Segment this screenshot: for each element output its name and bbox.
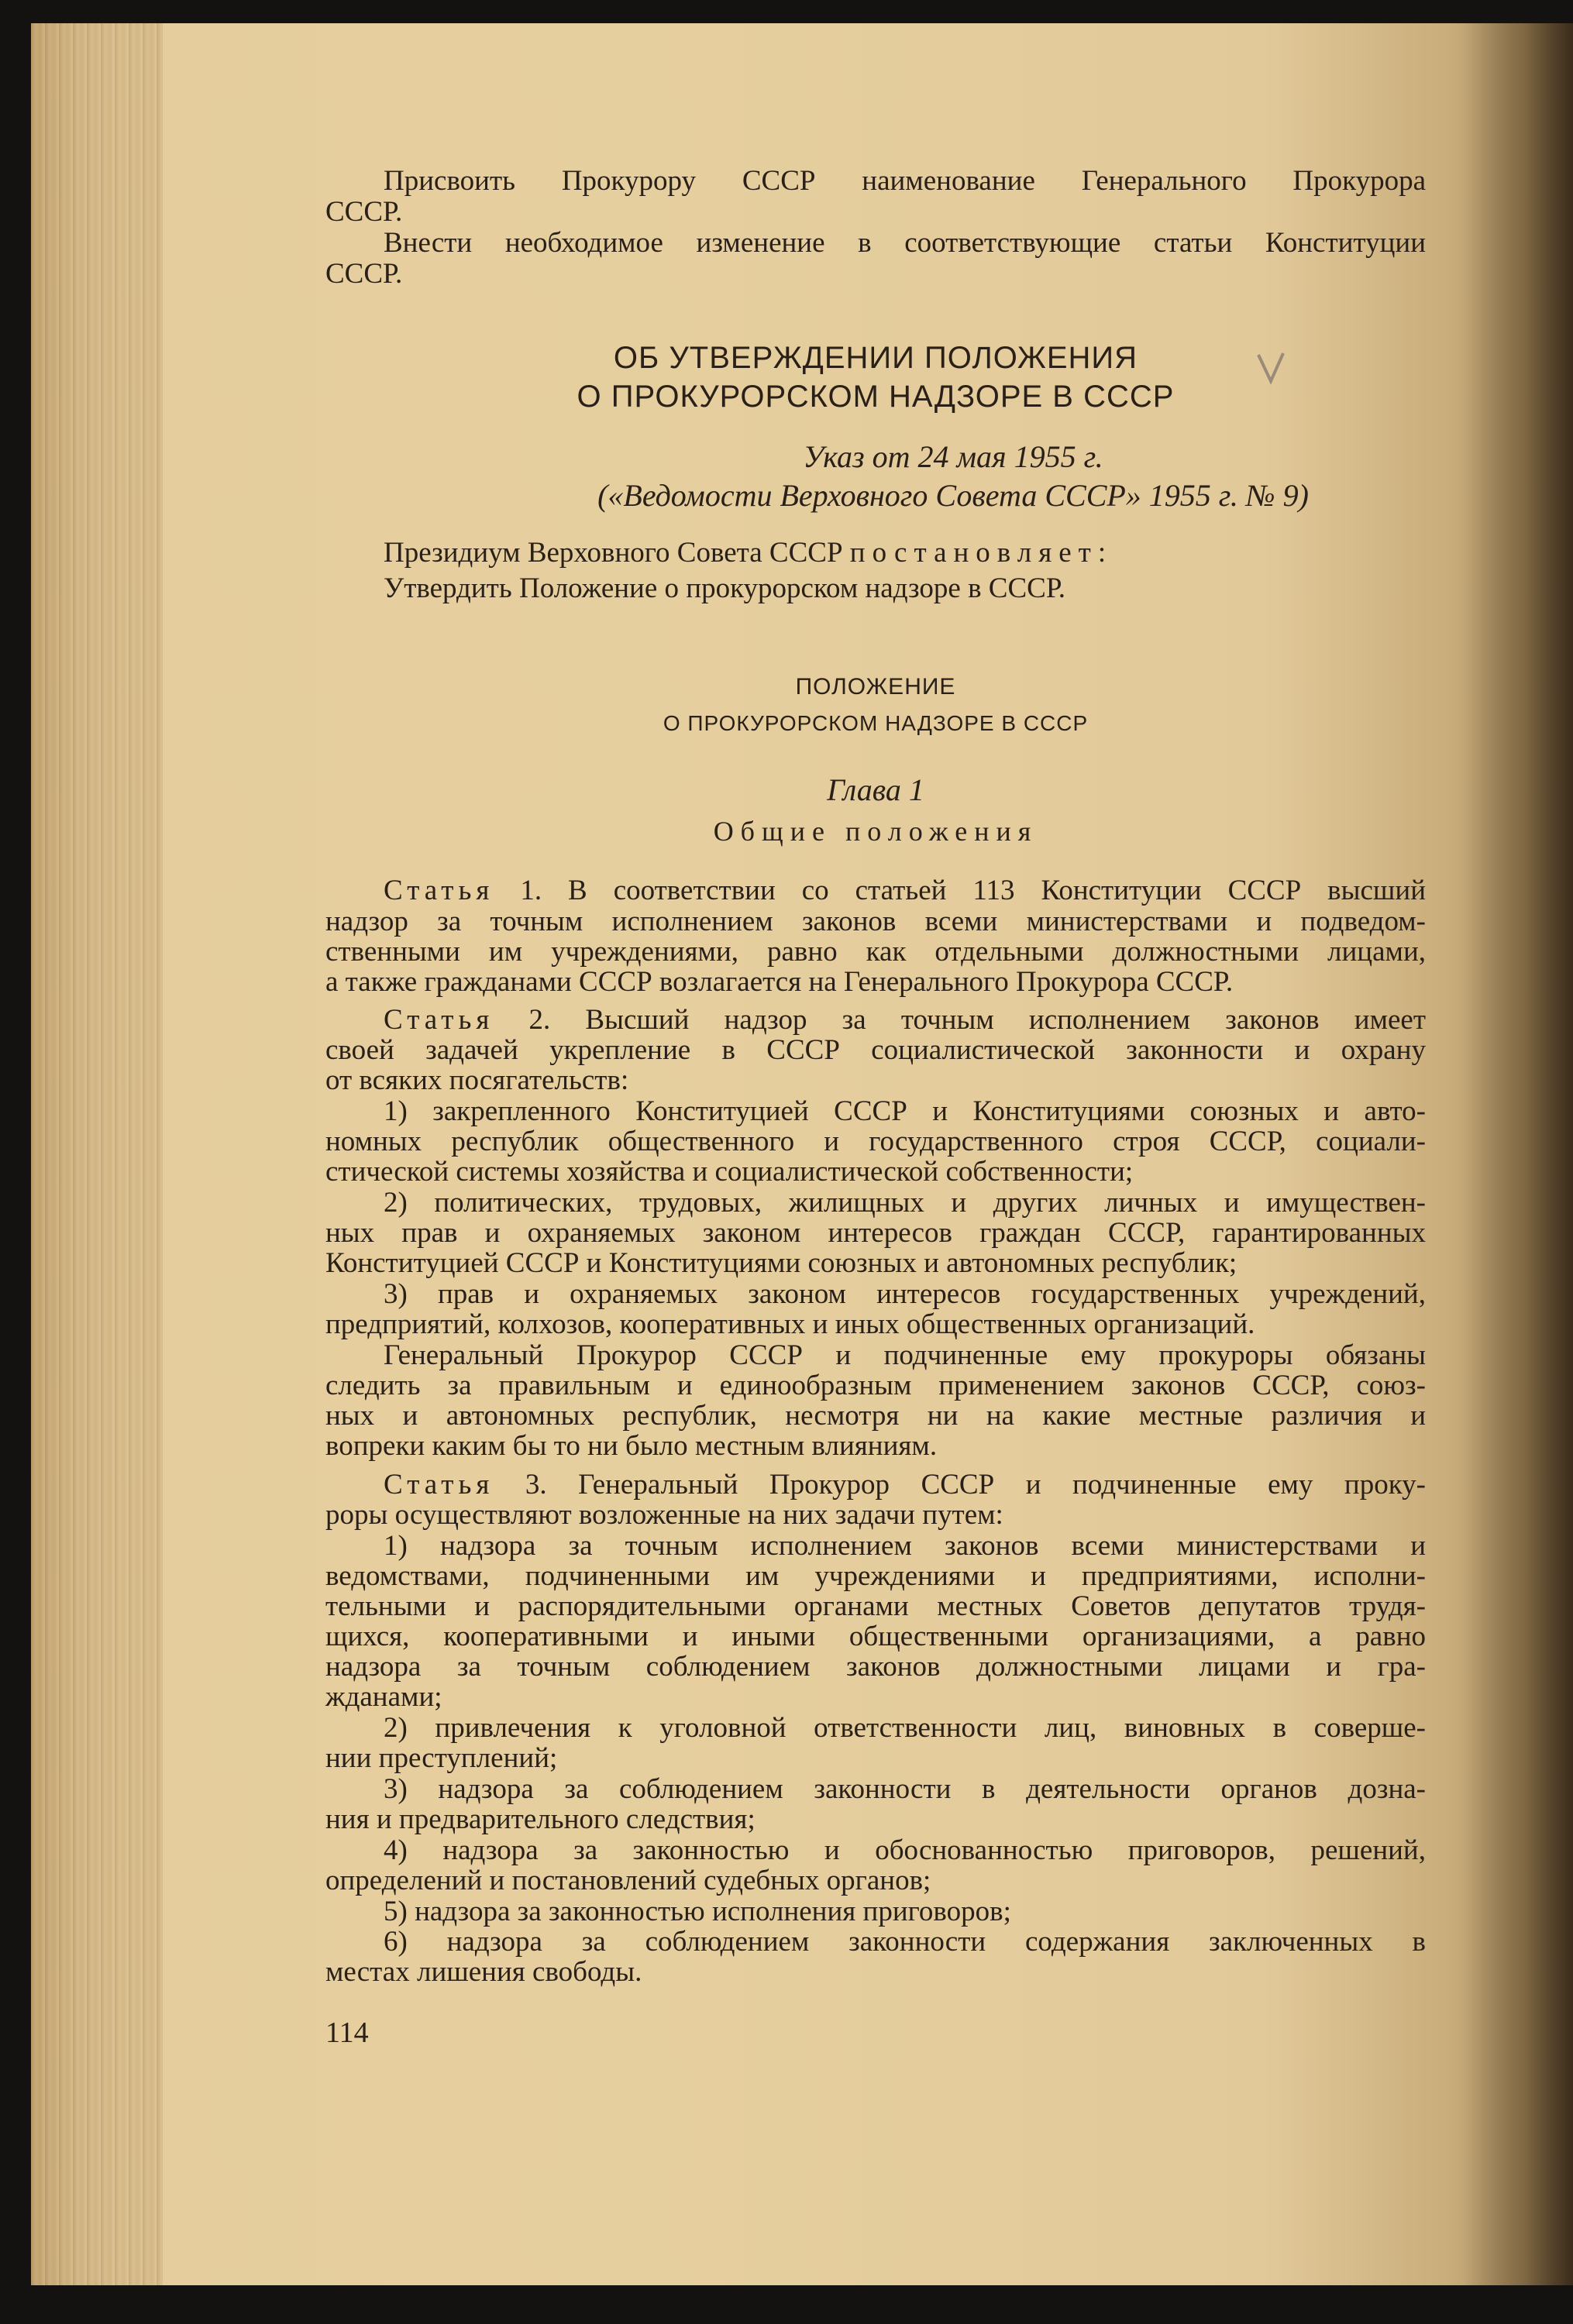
- intro-line: СССР.: [325, 258, 403, 290]
- body-line: 2) привлечения к уголовной ответственности лиц, виновных в соверше-: [384, 1712, 1426, 1744]
- body-line: номных республик общественного и государственного строя СССР, социали-: [325, 1126, 1426, 1157]
- article-word: Статья: [384, 1004, 494, 1036]
- body-line: надзора за точным соблюдением законов должностными лицами и гра-: [325, 1651, 1426, 1683]
- decree-title: ОБ УТВЕРЖДЕНИИ ПОЛОЖЕНИЯ: [613, 341, 1138, 375]
- body-line: ственными им учреждениями, равно как отдельными должностными лицами,: [325, 936, 1426, 968]
- body-line: 6) надзора за соблюдением законности содержания заключенных в: [384, 1926, 1426, 1958]
- body-line: стической системы хозяйства и социалистической собственности;: [325, 1156, 1134, 1188]
- preamble-verb: постановляет:: [849, 537, 1113, 569]
- regulation-title: ПОЛОЖЕНИЕ: [795, 674, 956, 700]
- body-line: ведомствами, подчиненными им учреждениями и предприятиями, исполни-: [325, 1560, 1426, 1592]
- decree-date: Указ от 24 мая 1955 г.: [803, 439, 1103, 474]
- body-line: нии преступлений;: [325, 1742, 558, 1774]
- body-line: следить за правильным и единообразным применением законов СССР, союз-: [325, 1370, 1426, 1401]
- body-line: определений и постановлений судебных органов;: [325, 1865, 931, 1896]
- body-line: 3) прав и охраняемых законом интересов государственных учреждений,: [384, 1278, 1426, 1310]
- chapter-title: Общие положения: [713, 816, 1038, 847]
- body-line: предприятий, колхозов, кооперативных и иных общественных организаций.: [325, 1308, 1255, 1340]
- body-line: Генеральный Прокурор СССР и подчиненные ему прокуроры обязаны: [384, 1339, 1426, 1371]
- article-heading-line: [384, 1005, 1426, 1036]
- body-line: 2) политических, трудовых, жилищных и других личных и имуществен-: [384, 1187, 1426, 1219]
- body-line: вопреки каким бы то ни было местным влияниям.: [325, 1430, 938, 1462]
- body-line: Конституцией СССР и Конституциями союзных и автономных республик;: [325, 1247, 1237, 1279]
- article-heading-line: [384, 1470, 1426, 1501]
- intro-line: Внести необходимое изменение в соответствующие статьи Конституции: [384, 227, 1426, 259]
- approve-text: Утвердить Положение о прокурорском надзоре в СССР.: [384, 572, 1066, 604]
- body-line: ных и автономных республик, несмотря ни на какие местные различия и: [325, 1400, 1426, 1432]
- article-text: 3. Генеральный Прокурор СССР и подчиненные ему проку-: [525, 1469, 1427, 1501]
- body-line: 4) надзора за законностью и обоснованностью приговоров, решений,: [384, 1834, 1426, 1866]
- article-word: Статья: [384, 875, 494, 906]
- body-line: роры осуществляют возложенные на них задачи путем:: [325, 1499, 1003, 1531]
- chapter-number: Глава 1: [827, 772, 924, 807]
- body-line: 1) надзора за точным исполнением законов всеми министерствами и: [384, 1530, 1426, 1562]
- body-line: надзор за точным исполнением законов всеми министерствами и подведом-: [325, 906, 1426, 937]
- preamble-text: Президиум Верховного Совета СССР: [384, 537, 843, 569]
- article-heading-line: [384, 875, 1426, 906]
- body-line: ных прав и охраняемых законом интересов граждан СССР, гарантированных: [325, 1217, 1426, 1249]
- page-number: 114: [325, 2016, 369, 2049]
- article-text: 2. Высший надзор за точным исполнением законов имеет: [528, 1004, 1426, 1036]
- intro-line: Присвоить Прокурору СССР наименование Генерального Прокурора: [384, 165, 1426, 197]
- check-mark-icon: [1255, 350, 1286, 386]
- intro-line: СССР.: [325, 196, 403, 228]
- body-line: местах лишения свободы.: [325, 1956, 642, 1988]
- body-line: а также гражданами СССР возлагается на Генерального Прокурора СССР.: [325, 966, 1234, 998]
- article-text: 1. В соответствии со статьей 113 Конституции СССР высший: [520, 875, 1427, 906]
- article-word: Статья: [384, 1469, 494, 1501]
- regulation-subtitle: О ПРОКУРОРСКОМ НАДЗОРЕ В СССР: [663, 711, 1089, 735]
- body-line: от всяких посягательств:: [325, 1064, 629, 1096]
- decree-title: О ПРОКУРОРСКОМ НАДЗОРЕ В СССР: [577, 380, 1175, 414]
- body-line: 1) закрепленного Конституцией СССР и Конституциями союзных и авто-: [384, 1095, 1426, 1127]
- body-line: жданами;: [325, 1681, 442, 1713]
- body-line: ния и предварительного следствия;: [325, 1803, 756, 1835]
- body-line: щихся, кооперативными и иными общественными организациями, а равно: [325, 1621, 1426, 1652]
- decree-source: («Ведомости Верховного Совета СССР» 1955 г. № 9): [597, 478, 1309, 513]
- body-line: 3) надзора за соблюдением законности в деятельности органов дозна-: [384, 1773, 1426, 1805]
- preamble: [384, 538, 1426, 569]
- body-line: тельными и распорядительными органами местных Советов депутатов трудя-: [325, 1590, 1426, 1622]
- body-line: своей задачей укрепление в СССР социалистической законности и охрану: [325, 1034, 1426, 1066]
- body-line: 5) надзора за законностью исполнения приговоров;: [384, 1896, 1011, 1927]
